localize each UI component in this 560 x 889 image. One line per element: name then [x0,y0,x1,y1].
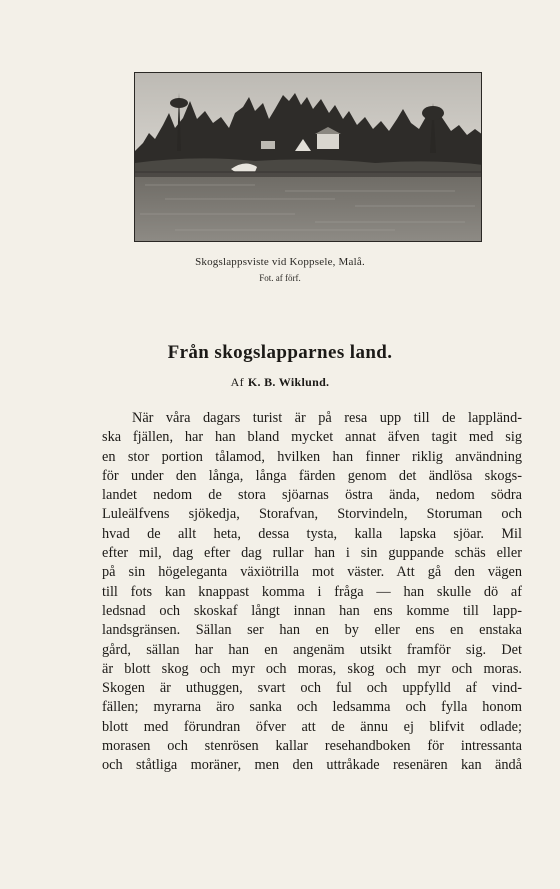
figure-credit: Fot. af förf. [259,273,301,283]
body-line: och ståtliga moräner, men den uttråkade resenären kan ändå [102,757,522,774]
body-line: för under den långa, långa färden genom det ändlösa skogs- [102,467,522,484]
body-line: Skogen är uthuggen, svart och ful och uppfylld af vind- [102,680,522,697]
body-line: landsgränsen. Sällan ser han en by eller ens en enstaka [102,622,522,639]
body-line: på sin högeleganta växiötrilla mot väster. Att gå den vägen [102,564,522,581]
body-line: till fots kan knappast komma i fråga — han skulle dö af [102,583,522,600]
body-line: När våra dagars turist är på resa upp till de lappländ- [132,410,522,426]
figure-caption: Skogslappsviste vid Koppsele, Malå. [195,256,365,268]
body-line: ska fjällen, har han bland mycket annat äfven tagit med sig [102,429,522,446]
lake-camp-photo [134,72,482,242]
body-line: gård, sällan har han en angenäm utsikt framför sig. Det [102,641,522,658]
body-line: blott med förundran öfver att de ännu ej blifvit odlade; [102,718,522,735]
article-body [102,409,522,776]
body-line: hvad de allt heta, dessa tysta, kalla lapska sjöar. Mil [102,525,522,542]
body-line: en stor portion tålamod, hvilken han finner riklig användning [102,448,522,465]
article-title: Från skogslapparnes land. [167,342,393,363]
body-line: ledsnad och skoskaf långt innan han ens komme till lapp- [102,602,522,619]
body-line: landet nedom de stora sjöarnas östra ända, nedom södra [102,487,522,504]
byline-prefix: Af [230,375,244,389]
body-line: efter mil, dag efter dag rullar han i sin guppande schäs eller [102,545,522,562]
body-line: morasen och stenrösen kallar resehandboken för intressanta [102,738,522,755]
byline [0,375,560,390]
body-line: är blott skog och myr och moras, skog och myr och moras. [102,660,522,677]
author-name: K. B. Wiklund. [247,375,330,389]
body-line: Luleälfvens sjökedja, Storafvan, Storvindeln, Storuman och [102,506,522,523]
body-line: fällen; myrarna äro sanka och ledsamma och fylla honom [102,699,522,716]
photo-illustration [135,73,482,242]
